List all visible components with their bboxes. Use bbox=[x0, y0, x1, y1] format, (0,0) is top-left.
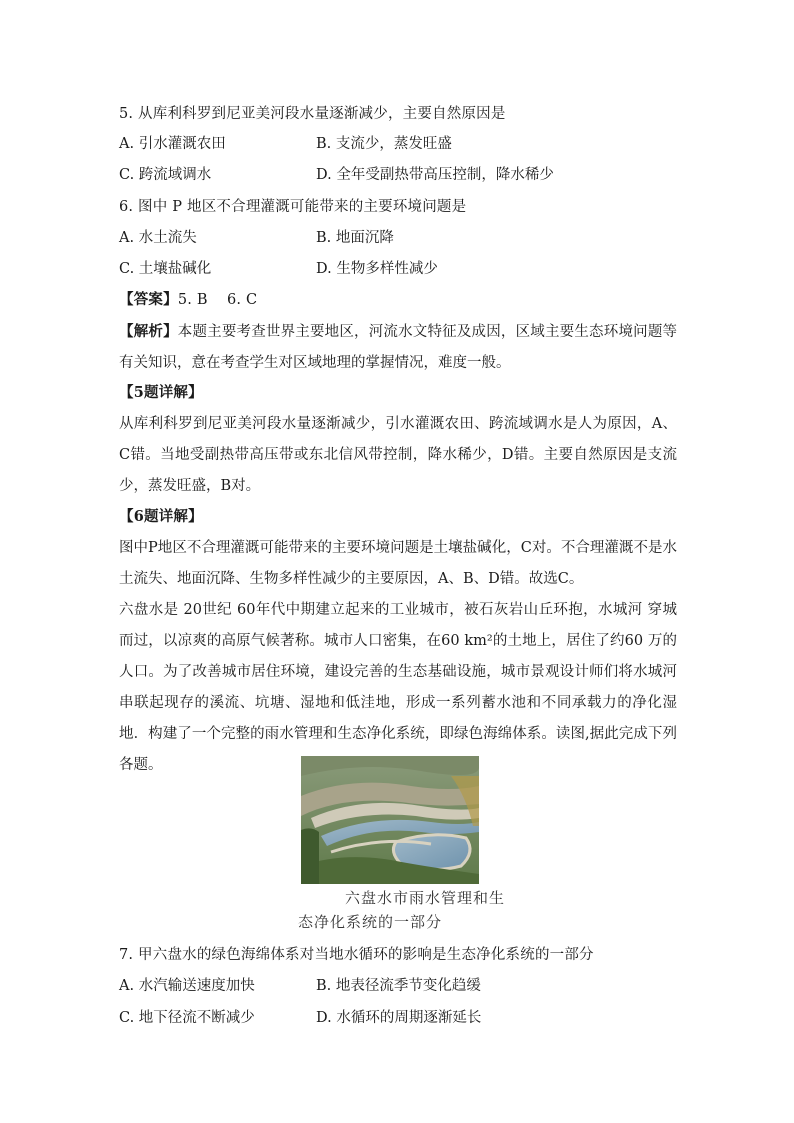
figure-caption-line2: 态净化系统的一部分 bbox=[298, 913, 443, 931]
q6-option-c: C. 土壤盐碱化 bbox=[119, 261, 212, 277]
wetland-photo bbox=[301, 756, 479, 884]
detail6-label: 【6题详解】 bbox=[119, 508, 203, 525]
detail6-text: 图中P地区不合理灌溉可能带来的主要环境问题是土壤盐碱化，C对。不合理灌溉不是水土流失、地面沉降、生物多样性减少的主要原因，A、B、D错。故选C。 bbox=[119, 540, 677, 587]
q7-stem: 7. 甲六盘水的绿色海绵体系对当地水循环的影响是生态净化系统的一部分 bbox=[119, 947, 594, 963]
analysis-paragraph bbox=[119, 316, 677, 379]
q7-option-c: C. 地下径流不断减少 bbox=[119, 1010, 255, 1026]
q5-option-a: A. 引水灌溉农田 bbox=[119, 136, 226, 152]
analysis-label: 【解析】 bbox=[119, 323, 178, 340]
analysis-text: 本题主要考查世界主要地区，河流水文特征及成因，区域主要生态环境问题等有关知识，意在考查学生对区域地理的掌握情况，难度一般。 bbox=[119, 324, 678, 371]
q5-option-d: D. 全年受副热带高压控制，降水稀少 bbox=[316, 167, 554, 183]
answer-text: 5. B 6. C bbox=[177, 292, 258, 308]
answer-label: 【答案】 bbox=[119, 291, 178, 308]
q5-option-b: B. 支流少，蒸发旺盛 bbox=[316, 136, 452, 152]
answer-line bbox=[119, 290, 257, 310]
q7-option-b: B. 地表径流季节变化趋缓 bbox=[316, 978, 481, 994]
q7-option-a: A. 水汽输送速度加快 bbox=[119, 978, 255, 994]
q6-option-a: A. 水土流失 bbox=[119, 230, 197, 246]
q5-stem: 5. 从库利科罗到尼亚美河段水量逐渐减少，主要自然原因是 bbox=[119, 106, 506, 122]
q5-option-c: C. 跨流域调水 bbox=[119, 167, 212, 183]
q6-option-d: D. 生物多样性减少 bbox=[316, 261, 438, 277]
detail5-text: 从库利科罗到尼亚美河段水量逐渐减少，引水灌溉农田、跨流域调水是人为原因，A、C错。当地受副热带高压带或东北信风带控制，降水稀少，D错。主要自然原因是支流少，蒸发旺盛，B对。 bbox=[119, 416, 677, 494]
passage-text: 六盘水是 20世纪 60年代中期建立起来的工业城市，被石灰岩山丘环抱，水城河 穿城而过，以凉爽的高原气候著称。城市人口密集，在60 km²的土地上，居住了约60 万的人口。为了改善城市居住环境，建设完善的生态基础设施，城市景观设计师们将水城河串联起现存的溪流、坑塘、湿地和低洼地，形成一系列蓄水池和不同承载力的净化湿地．构建了一个完整的雨水管理和生态净化系统，即绿色海绵体系。读图,据此完成下列各题。 bbox=[119, 602, 677, 773]
wetland-figure bbox=[298, 756, 506, 932]
q6-stem: 6. 图中 P 地区不合理灌溉可能带来的主要环境问题是 bbox=[119, 199, 467, 215]
q6-option-b: B. 地面沉降 bbox=[316, 230, 394, 246]
q7-option-d: D. 水循环的周期逐渐延长 bbox=[316, 1010, 482, 1026]
detail5-label: 【5题详解】 bbox=[119, 384, 203, 401]
figure-caption-line1: 六盘水市雨水管理和生 bbox=[345, 889, 506, 907]
